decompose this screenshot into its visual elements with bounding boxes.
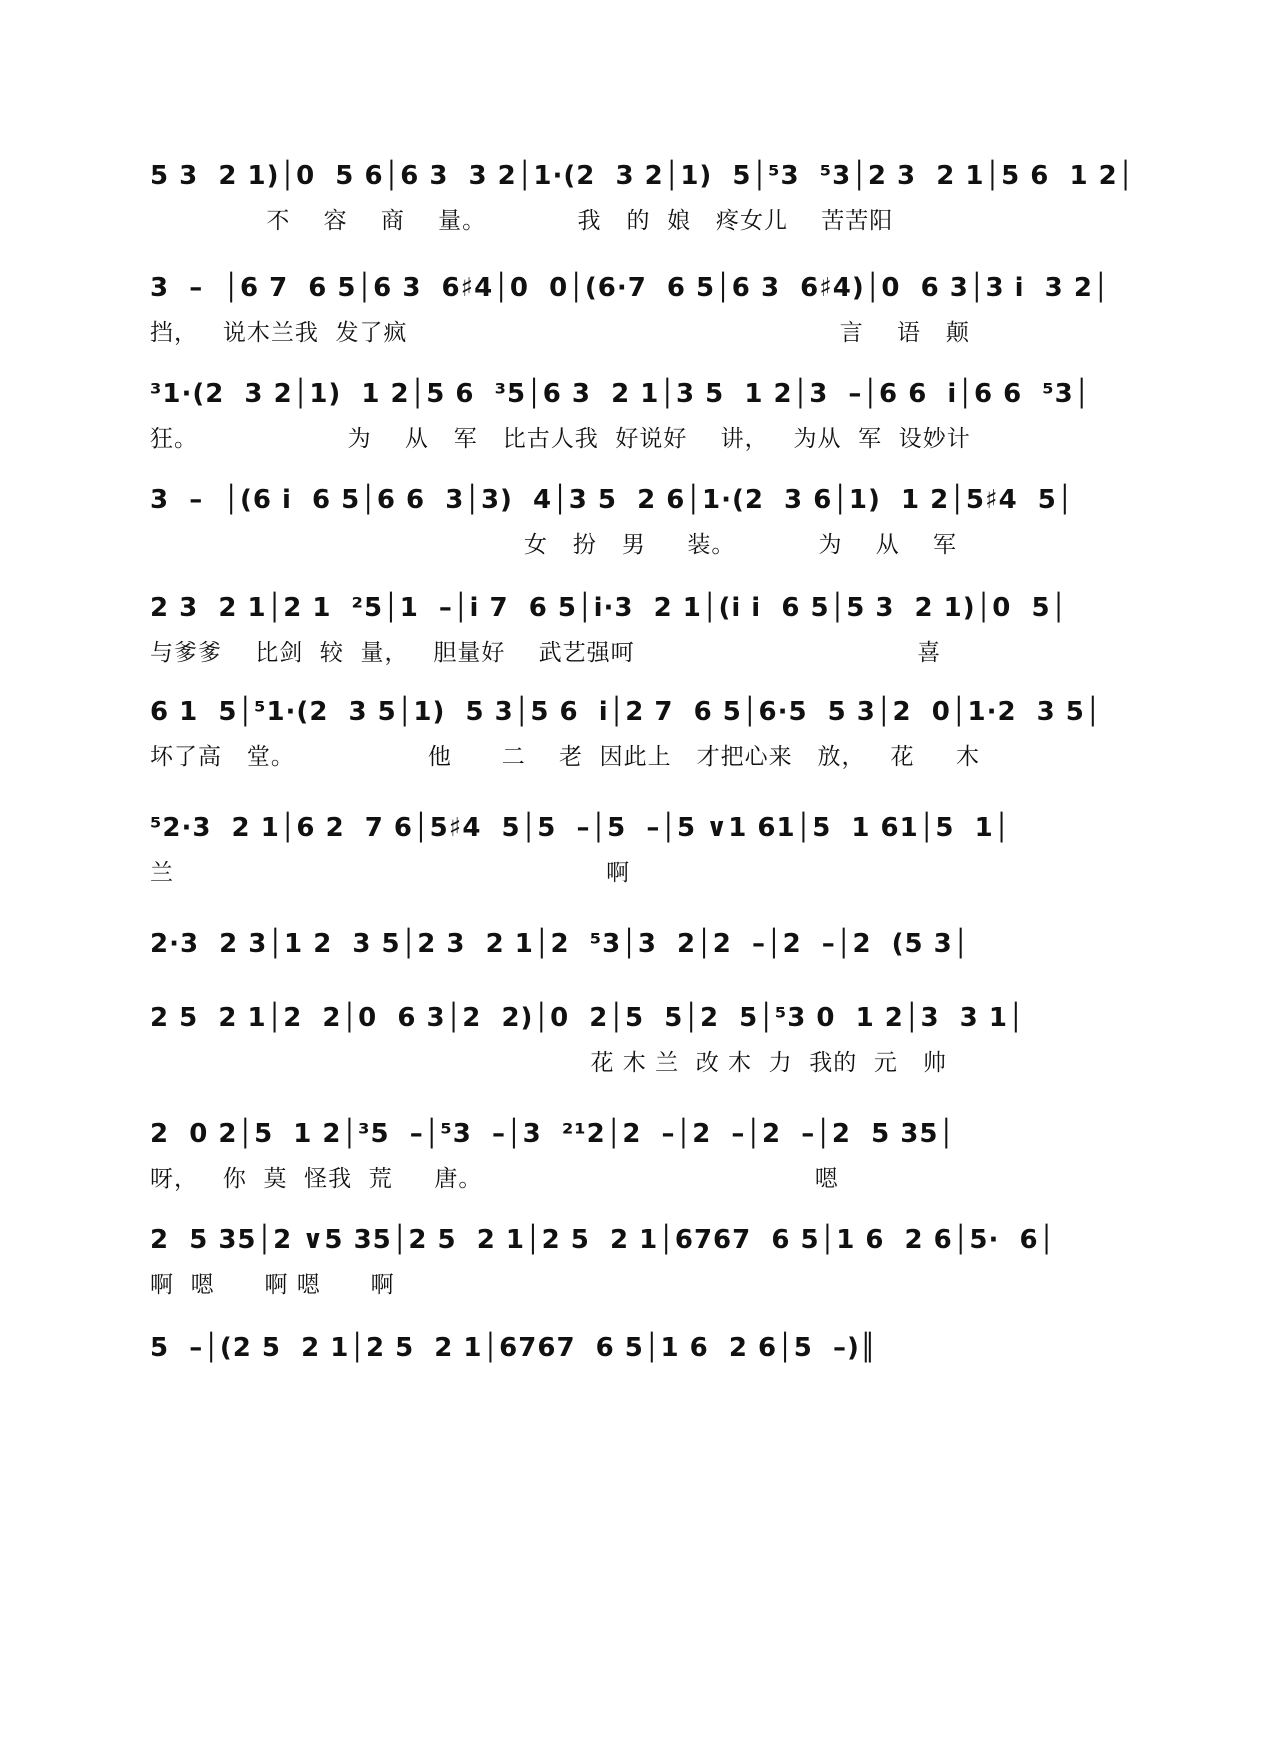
jianpu-notes: ³1·(2 3 2│1) 1 2│5 6 ³5│6 3 2 1│3 5 1 2│3 –│6 6 i│6 6 ⁵3│ <box>150 379 1091 409</box>
jianpu-notes: 2 5 35│2 ∨5 35│2 5 2 1│2 5 2 1│6767 6 5│1 6 2 6│5· 6│ <box>150 1225 1056 1255</box>
lyrics-line: 女 扮 男 装。 为 从 军 <box>150 532 958 558</box>
jianpu-notes: 3 – │6 7 6 5│6 3 6♯4│0 0│(6·7 6 5│6 3 6♯4)│0 6 3│3 i 3 2│ <box>150 273 1110 303</box>
score-system-10 <box>150 1106 1130 1216</box>
jianpu-notes: 5 –│(2 5 2 1│2 5 2 1│6767 6 5│1 6 2 6│5 –)║ <box>150 1333 877 1363</box>
score-system-12 <box>150 1320 1130 1430</box>
jianpu-notes: 2 3 2 1│2 1 ²5│1 –│i 7 6 5│i·3 2 1│(i i 6 5│5 3 2 1)│0 5│ <box>150 593 1068 623</box>
lyrics-line: 啊 嗯 啊 嗯 啊 <box>150 1272 395 1298</box>
jianpu-notes: 6 1 5│⁵1·(2 3 5│1) 5 3│5 6 i│2 7 6 5│6·5 5 3│2 0│1·2 3 5│ <box>150 697 1102 727</box>
jianpu-notes: 2 0 2│5 1 2│³5 –│⁵3 –│3 ²¹2│2 –│2 –│2 –│2 5 35│ <box>150 1119 956 1149</box>
jianpu-notes: 3 – │(6 i 6 5│6 6 3│3) 4│3 5 2 6│1·(2 3 6│1) 1 2│5♯4 5│ <box>150 485 1074 515</box>
score-system-2 <box>150 260 1130 370</box>
lyrics-line: 狂。 为 从 军 比古人我 好说好 讲， 为从 军 设妙计 <box>150 426 971 452</box>
lyrics-line: 呀， 你 莫 怪我 荒 唐。 嗯 <box>150 1166 839 1192</box>
score-system-4 <box>150 472 1130 582</box>
lyrics-line: 坏了高 堂。 他 二 老 因此上 才把心来 放， 花 木 <box>150 744 980 770</box>
score-system-9 <box>150 990 1130 1100</box>
score-system-5 <box>150 580 1130 690</box>
lyrics-line: 不 容 商 量。 我 的 娘 疼女儿 苦苦阳 <box>150 208 894 234</box>
lyrics-line <box>150 1374 1130 1406</box>
score-system-3 <box>150 366 1130 476</box>
lyrics-line: 与爹爹 比剑 较 量， 胆量好 武艺强呵 喜 <box>150 640 942 666</box>
jianpu-notes: 2·3 2 3│1 2 3 5│2 3 2 1│2 ⁵3│3 2│2 –│2 –│2 (5 3│ <box>150 929 970 959</box>
lyrics-line: 挡， 说木兰我 发了疯 言 语 颠 <box>150 320 970 346</box>
score-system-6 <box>150 684 1130 794</box>
score-system-11 <box>150 1212 1130 1322</box>
score-system-1 <box>150 148 1135 258</box>
jianpu-notes: 2 5 2 1│2 2│0 6 3│2 2)│0 2│5 5│2 5│⁵3 0 1 2│3 3 1│ <box>150 1003 1025 1033</box>
lyrics-line: 兰 啊 <box>150 860 631 886</box>
jianpu-notes: ⁵2·3 2 1│6 2 7 6│5♯4 5│5 –│5 –│5 ∨1 61│5 1 61│5 1│ <box>150 813 1011 843</box>
score-system-7 <box>150 800 1130 910</box>
lyrics-line: 花 木 兰 改 木 力 我的 元 帅 <box>150 1050 947 1076</box>
jianpu-notes: 5 3 2 1)│0 5 6│6 3 3 2│1·(2 3 2│1) 5│⁵3 ⁵3│2 3 2 1│5 6 1 2│ <box>150 161 1135 191</box>
